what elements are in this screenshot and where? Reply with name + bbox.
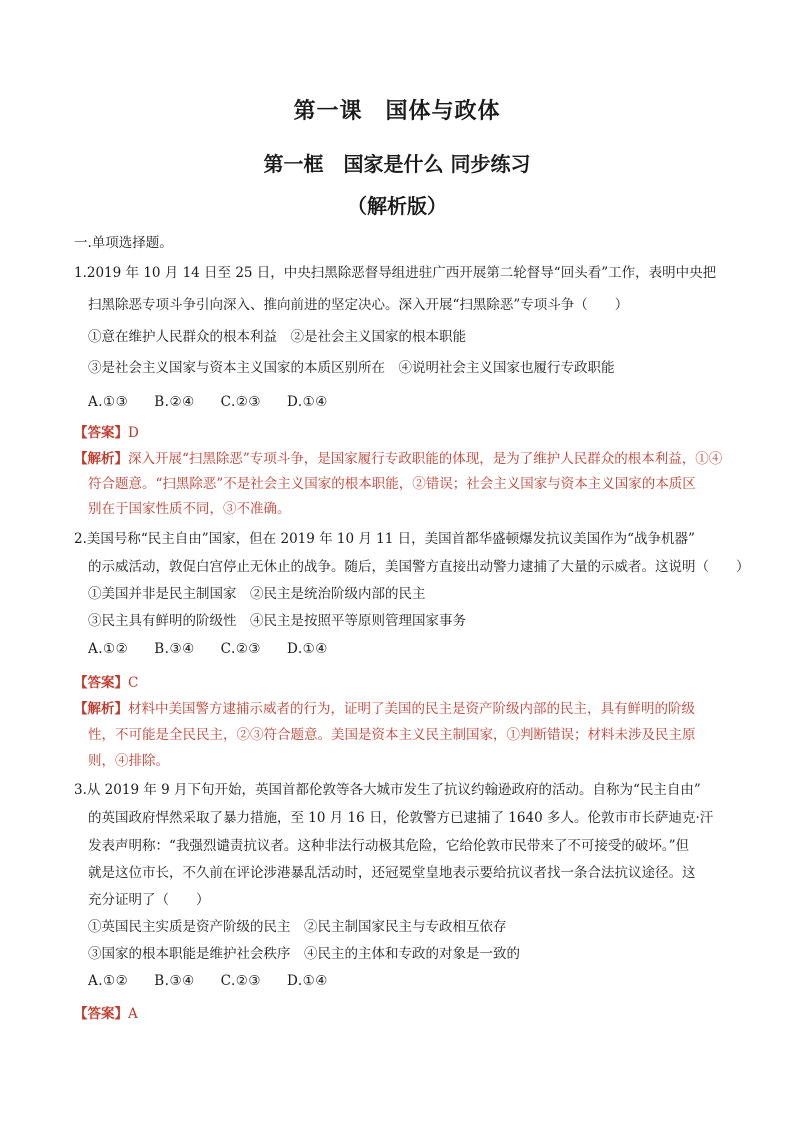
q1-stem-line-2: 扫黑除恶专项斗争引向深入、推向前进的坚定决心。深入开展“扫黑除恶”专项斗争（ ） (88, 297, 629, 313)
q1-stem-line-1: 1.2019 年 10 月 14 日至 25 日，中央扫黑除恶督导组进驻广西开展第二轮督导“回头看”工作，表明中央把 (74, 265, 717, 281)
q1-option-b: B.②④ (154, 394, 195, 410)
q3-option-c: C.②③ (220, 973, 262, 989)
q1-statement-1: ①意在维护人民群众的根本利益 ②是社会主义国家的根本职能 (88, 329, 466, 345)
q2-answer-value: C (128, 675, 139, 691)
q3-answer-value: A (128, 1006, 138, 1022)
q3-stem-line-4: 就是这位市长，不久前在评论涉港暴乱活动时，还冠冕堂皇地表示要给抗议者找一条合法抗议途径。这 (88, 865, 696, 881)
q1-answer (74, 424, 139, 442)
q3-statement-1: ①英国民主实质是资产阶级的民主 ②民主制国家民主与专政相互依存 (88, 919, 507, 935)
q1-answer-label: 【答案】 (74, 425, 128, 441)
q3-option-a: A.①② (88, 973, 129, 989)
section-heading: 一.单项选择题。 (74, 235, 173, 251)
q2-stem-line-1: 2.美国号称“民主自由”国家，但在 2019 年 10 月 11 日，美国首都华盛顿爆发抗议美国作为“战争机器” (74, 531, 695, 547)
q3-option-d: D.①④ (287, 973, 328, 989)
q2-option-c: C.②③ (220, 641, 262, 657)
q3-answer (74, 1005, 138, 1023)
q3-stem-line-3: 发表声明称：“我强烈谴责抗议者。这种非法行动极其危险，它给伦敦市民带来了不可接受的破坏。”但 (88, 838, 690, 854)
q2-analysis-label: 【解析】 (74, 701, 128, 717)
q3-option-b: B.③④ (154, 973, 195, 989)
q2-analysis-line-1 (74, 700, 695, 718)
q3-stem-line-2: 的英国政府悍然采取了暴力措施，至 10 月 16 日，伦敦警方已逮捕了 1640 多人。伦敦市市长萨迪克·汗 (88, 810, 714, 826)
q1-statement-2: ③是社会主义国家与资本主义国家的本质区别所在 ④说明社会主义国家也履行专政职能 (88, 360, 615, 376)
q2-option-d: D.①④ (287, 641, 328, 657)
q2-options (88, 640, 354, 658)
q2-statement-1: ①美国并非是民主制国家 ②民主是统治阶级内部的民主 (88, 586, 426, 602)
q1-analysis-label: 【解析】 (74, 451, 128, 467)
q2-stem-line-2: 的示威活动，敦促白宫停止无休止的战争。随后，美国警方直接出动警力逮捕了大量的示威者。这说明（ ） (88, 559, 750, 575)
q2-answer-label: 【答案】 (74, 675, 128, 691)
q1-option-d: D.①④ (287, 394, 328, 410)
q1-analysis-text-1: 深入开展“扫黑除恶”专项斗争，是国家履行专政职能的体现，是为了维护人民群众的根本利益，①④ (128, 451, 723, 467)
q1-analysis-line-3: 别在于国家性质不同，③不准确。 (88, 501, 291, 517)
q1-option-c: C.②③ (220, 394, 262, 410)
q2-analysis-text-1: 材料中美国警方逮捕示威者的行为，证明了美国的民主是资产阶级内部的民主，具有鲜明的阶级 (128, 701, 695, 717)
q2-option-b: B.③④ (154, 641, 195, 657)
q3-stem-line-5: 充分证明了（ ） (88, 892, 210, 908)
q1-analysis-line-1 (74, 450, 722, 468)
q1-analysis-line-2: 符合题意。“扫黑除恶”不是社会主义国家的根本职能，②错误；社会主义国家与资本主义国家的本质区 (88, 476, 696, 492)
q1-answer-value: D (128, 425, 139, 441)
q2-analysis-line-2: 性，不可能是全民民主，②③符合题意。美国是资本主义民主制国家，①判断错误；材料未涉及民主原 (88, 727, 696, 743)
q1-options (88, 393, 354, 411)
lesson-title: 第一课 国体与政体 (293, 98, 501, 124)
q2-analysis-line-3: 则，④排除。 (88, 753, 169, 769)
section-subtitle: 第一框 国家是什么 同步练习 (263, 152, 531, 176)
q2-answer (74, 674, 138, 692)
q2-statement-2: ③民主具有鲜明的阶级性 ④民主是按照平等原则管理国家事务 (88, 613, 466, 629)
q3-statement-2: ③国家的根本职能是维护社会秩序 ④民主的主体和专政的对象是一致的 (88, 946, 520, 962)
edition-label: （解析版） (347, 194, 447, 218)
q3-options (88, 972, 354, 990)
q2-option-a: A.①② (88, 641, 129, 657)
q3-answer-label: 【答案】 (74, 1006, 128, 1022)
q3-stem-line-1: 3.从 2019 年 9 月下旬开始，英国首都伦敦等各大城市发生了抗议约翰逊政府的活动。自称为“民主自由” (74, 782, 701, 798)
q1-option-a: A.①③ (88, 394, 129, 410)
